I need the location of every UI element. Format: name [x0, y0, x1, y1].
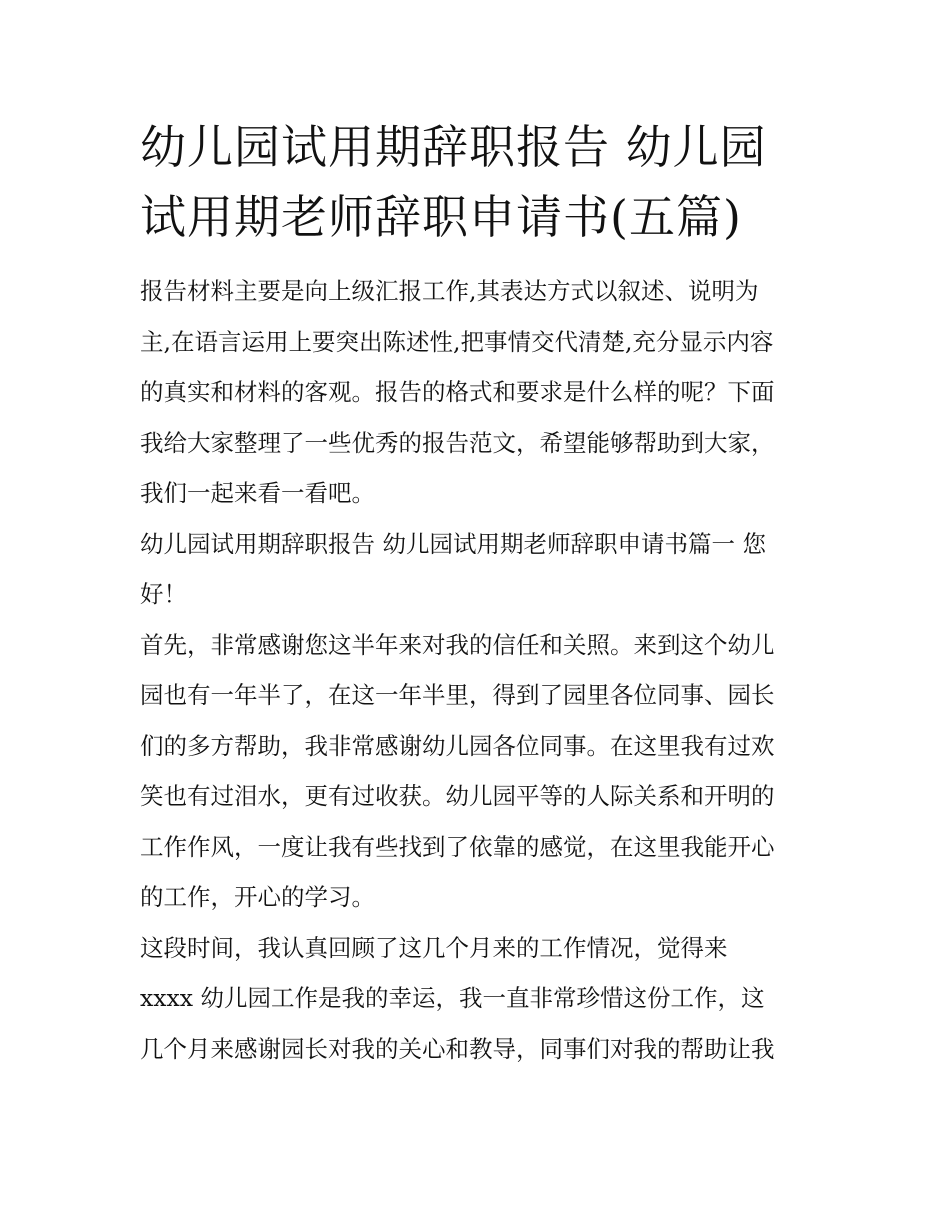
document-title — [140, 112, 815, 252]
body-line: 好！ — [140, 580, 187, 608]
body-line: 的工作，开心的学习。 — [140, 883, 375, 911]
body-line: 笑也有过泪水，更有过收获。幼儿园平等的人际关系和开明的 — [140, 782, 775, 810]
body-line: 几个月来感谢园长对我的关心和教导，同事们对我的帮助让我 — [140, 1034, 775, 1063]
body-line: xxxx 幼儿园工作是我的幸运，我一直非常珍惜这份工作，这 — [140, 984, 765, 1012]
body-line: 我们一起来看一看吧。 — [140, 479, 375, 507]
title-line: 幼儿园试用期辞职报告 幼儿园 — [140, 120, 767, 174]
section-heading-line: 幼儿园试用期辞职报告 幼儿园试用期老师辞职申请书篇一 您 — [140, 529, 766, 558]
title-line: 试用期老师辞职申请书(五篇) — [140, 190, 742, 244]
document-content — [140, 112, 815, 1074]
body-line: 主,在语言运用上要突出陈述性,把事情交代清楚,充分显示内容 — [140, 327, 774, 356]
body-line: 我给大家整理了一些优秀的报告范文，希望能够帮助到大家， — [140, 428, 775, 457]
document-body — [140, 266, 815, 1074]
body-line: 的真实和材料的客观。报告的格式和要求是什么样的呢？下面 — [140, 378, 775, 406]
body-line: 工作作风，一度让我有些找到了依靠的感觉，在这里我能开心 — [140, 832, 775, 861]
body-line: 们的多方帮助，我非常感谢幼儿园各位同事。在这里我有过欢 — [140, 731, 775, 760]
body-line: 首先，非常感谢您这半年来对我的信任和关照。来到这个幼儿 — [140, 630, 775, 659]
body-line: 报告材料主要是向上级汇报工作,其表达方式以叙述、说明为 — [140, 277, 759, 305]
body-line: 这段时间，我认真回顾了这几个月来的工作情况，觉得来 — [140, 933, 728, 962]
body-line: 园也有一年半了，在这一年半里，得到了园里各位同事、园长 — [140, 681, 775, 709]
